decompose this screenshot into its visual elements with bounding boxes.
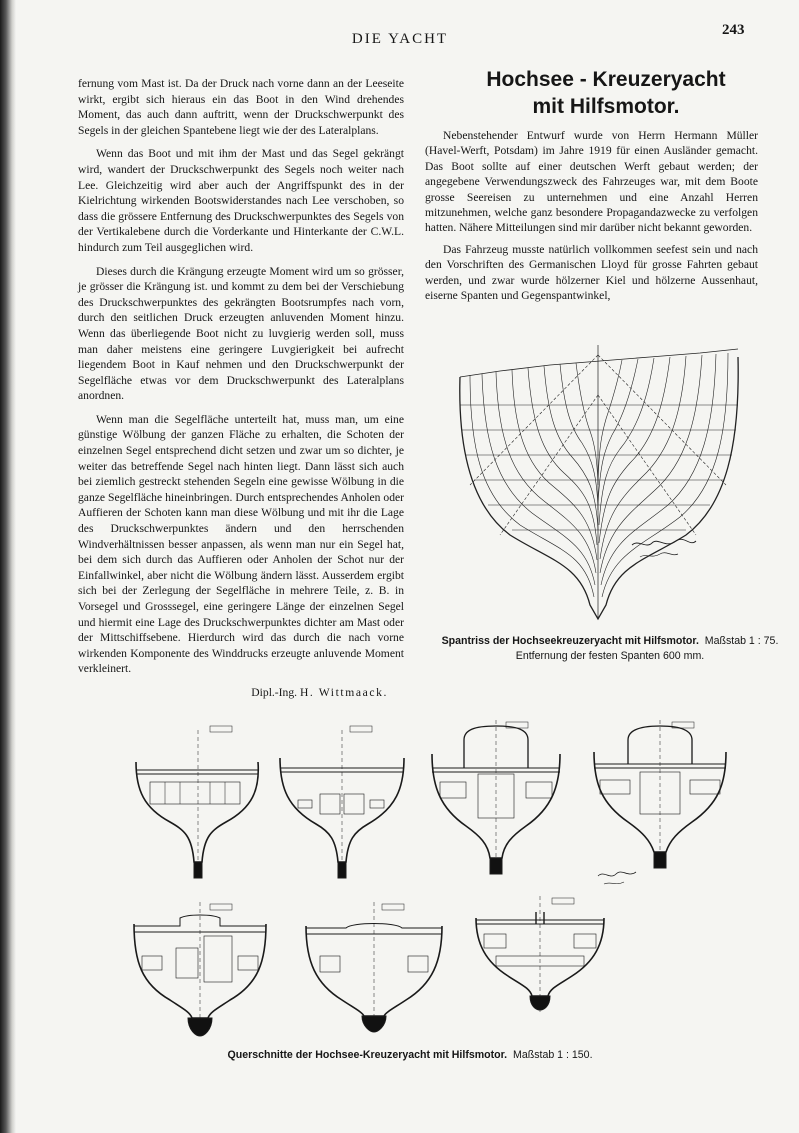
paragraph: fernung vom Mast ist. Da der Druck nach vorne dann an der Leeseite wirkt, ergibt sich hieraus ein das Boot in den Wind drehendes Moment, das auch dann auftritt, wenn der Druckschwerpunkt des Segels in der gleichen Spantebene liegt wie der des Lateralplans. <box>78 77 404 137</box>
body-plan-drawing <box>440 335 760 625</box>
running-title: DIE YACHT <box>351 31 449 47</box>
caption-scale: Maßstab 1 : 150. <box>513 1049 593 1061</box>
paragraph: Wenn das Boot und mit ihm der Mast und das Segel gekrängt wird, wandert der Druckschwerpunkt des Segels noch weiter nach Lee. Gleichzeitig wird aber auch der Angriffspunkt des in der Kielrichtung wirkenden Bootswiderstandes nach Lee verschoben, so dass die grössere Entfernung des Druckschwerpunktes des Segels von der Vertikalebene durch die Vorderkante und Hinterkante der C.W.L. hindurch zum Teil ausgeglichen wird. <box>78 147 404 254</box>
paragraph: Wenn man die Segelfläche unterteilt hat, muss man, um eine günstige Wölbung der ganzen Fläche zu erhalten, die Schoten der einzelnen Segel entsprechend dicht setzen und zwar um so dichter, je weiter das betreffende Segel nach hinten liegt. Dann lässt sich auch bei ziemlich gestreckt stehenden Segeln eine gewisse Wölbung in die ganze Segelfläche hineinbringen. Durch entsprechendes Anholen oder Auffieren der Schoten kann man diese Wölbung und mit ihr die Lage des Druckschwerpunktes ändern und den herrschenden Windverhältnissen besser anpassen, als wenn man nur ein Segel hat, bei dem sich durch das Auffieren oder Anholen der Schot nur der Einfallwinkel, aber nicht die Wölbung ändern lässt. Ausserdem ergibt sich bei der Zerlegung der Segelfläche in mehrere Teile, z. B. in Vorsegel und Grosssegel, eine geringere Länge der einzelnen Segel und hiermit eine Lage des Druckschwerpunktes dichter am Mast oder der Mittschiffsebene. Hierdurch wird das durch die nach vorne wirkenden Komponente des Winddrucks erzeugte anluvende Moment verkleinert. <box>78 412 404 676</box>
author-title: Dipl.-Ing. <box>251 685 298 699</box>
left-column <box>78 76 404 701</box>
right-column <box>425 128 758 309</box>
cross-section <box>136 726 258 878</box>
cross-section <box>306 902 442 1032</box>
cross-section <box>594 720 726 868</box>
caption-title: Spantriss der Hochseekreuzeryacht mit Hilfsmotor. <box>441 635 699 647</box>
article-title-line: mit Hilfsmotor. <box>532 95 680 118</box>
article-title-line: Hochsee - Kreuzeryacht <box>486 68 726 91</box>
cross-section <box>476 896 604 1012</box>
figure-caption-body-plan <box>432 634 788 664</box>
author-signature <box>78 685 404 701</box>
author-name: H. Wittmaack. <box>299 685 388 699</box>
paragraph: Dieses durch die Krängung erzeugte Moment wird um so grösser, je grösser die Krängung ist. und kommt zu dem bei der Verschiebung des Druckschwerpunktes des gekrängten Bootsrumpfes nach vorn, durch den seitlichen Druck erzeugten anluvenden Moment hinzu. Wenn das überliegende Boot nicht zu luvgierig werden soll, muss man daher meistens eine geringere Luvgierigkeit bei aufrecht liegendem Boot in Kauf nehmen und den Druckschwerpunkt der Segelfläche etwas vor dem Druckschwerpunkt des Lateralplans anordnen. <box>78 264 404 403</box>
paragraph: Das Fahrzeug musste natürlich vollkommen seefest sein und nach den Vorschriften des Germanischen Lloyd für grosse Fahrten gebaut werden, und zwar wurde hölzerner Kiel und hölzerne Aussenhaut, eiserne Spanten und Gegenspantwinkel, <box>425 242 758 303</box>
paragraph: Nebenstehender Entwurf wurde von Herrn Hermann Müller (Havel-Werft, Potsdam) im Jahre 1919 für einen Ausländer gemacht. Das Boot sollte auf einer deutschen Werft gebaut werden; der angegebene Verwendungszweck des Fahrzeuges war, mit dem Boote grosse Seereisen zu unternehmen und eine Anzahl Herren mitzunehmen, welche ganz besondere Propagandazwecke zu verfolgen hatten. Nähere Mitteilungen sind mir darüber nicht bekannt geworden. <box>425 129 758 235</box>
caption-title: Querschnitte der Hochsee-Kreuzeryacht mit Hilfsmotor. <box>227 1049 508 1061</box>
caption-scale: Maßstab 1 : 75. <box>704 635 779 647</box>
cross-sections-drawing <box>120 712 740 1042</box>
caption-frame-spacing: Entfernung der festen Spanten 600 mm. <box>515 650 705 662</box>
cross-section <box>134 902 266 1036</box>
cross-section <box>432 720 560 874</box>
article-title <box>426 66 786 120</box>
figure-caption-cross-sections <box>200 1048 620 1063</box>
page-number: 243 <box>722 22 745 38</box>
cross-section <box>280 726 404 878</box>
book-spine-shadow <box>0 0 16 1133</box>
